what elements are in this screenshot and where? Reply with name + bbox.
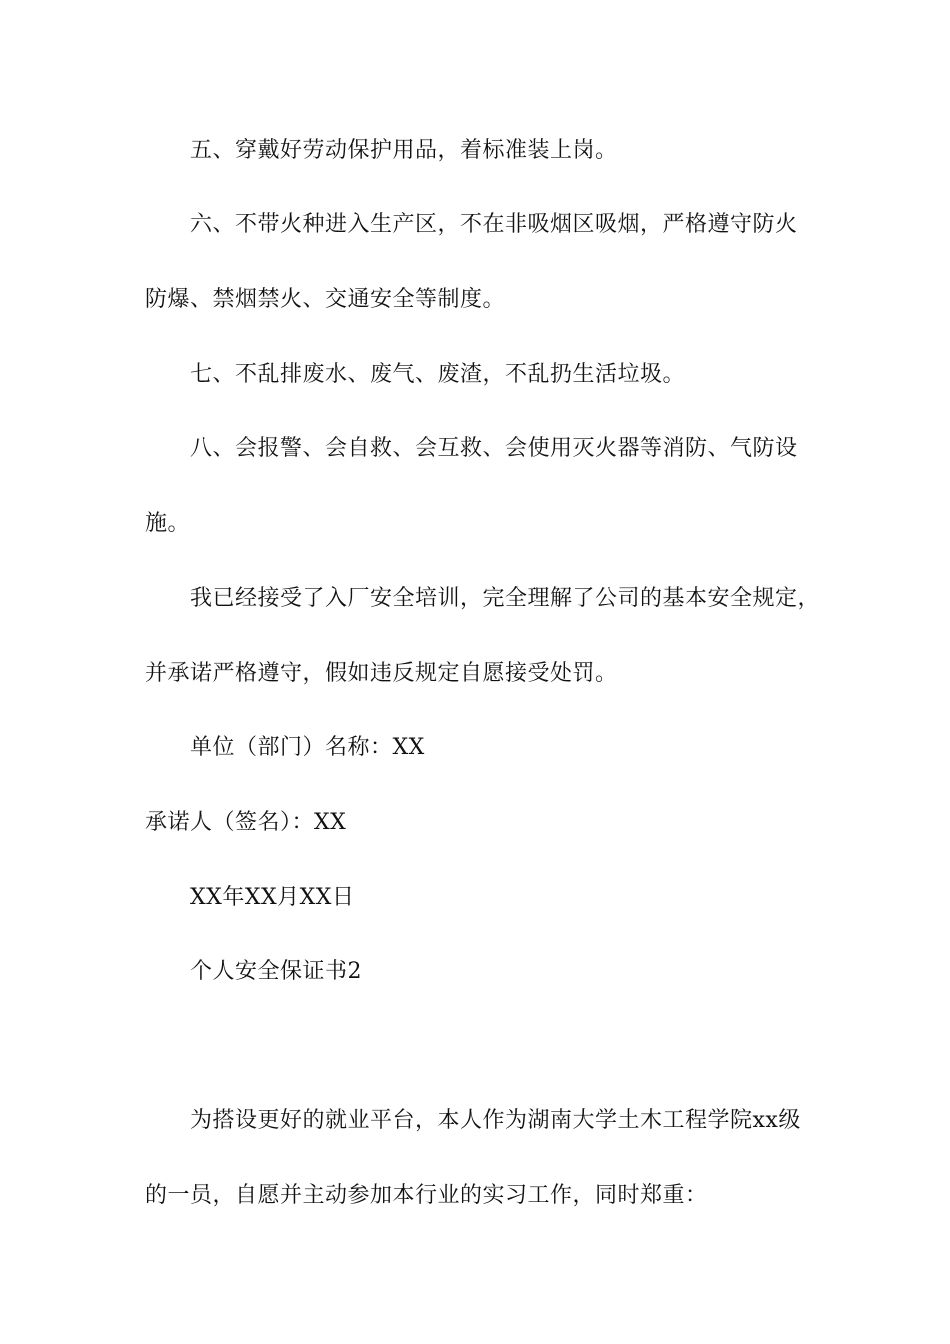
paragraph-intro-continued: 的一员，自愿并主动参加本行业的实习工作，同时郑重： bbox=[145, 1183, 708, 1208]
paragraph-rule-8-continued: 施。 bbox=[145, 511, 191, 536]
paragraph-commitment: 我已经接受了入厂安全培训，完全理解了公司的基本安全规定， bbox=[190, 586, 821, 611]
paragraph-commitment-continued: 并承诺严格遵守，假如违反规定自愿接受处罚。 bbox=[145, 661, 618, 686]
paragraph-rule-6: 六、不带火种进入生产区，不在非吸烟区吸烟，严格遵守防火 bbox=[190, 212, 798, 237]
section-title: 个人安全保证书2 bbox=[190, 959, 362, 984]
signatory-line: 承诺人（签名）：XX bbox=[145, 810, 347, 835]
paragraph-rule-5: 五、穿戴好劳动保护用品，着标准装上岗。 bbox=[190, 138, 618, 163]
paragraph-rule-7: 七、不乱排废水、废气、废渣，不乱扔生活垃圾。 bbox=[190, 362, 686, 387]
paragraph-rule-8: 八、会报警、会自救、会互救、会使用灭火器等消防、气防设 bbox=[190, 436, 798, 461]
paragraph-intro: 为搭设更好的就业平台，本人作为湖南大学土木工程学院xx级 bbox=[190, 1108, 801, 1133]
department-name-line: 单位（部门）名称：XX bbox=[190, 735, 425, 760]
date-line: XX年XX月XX日 bbox=[190, 885, 355, 910]
paragraph-rule-6-continued: 防爆、禁烟禁火、交通安全等制度。 bbox=[145, 287, 506, 312]
